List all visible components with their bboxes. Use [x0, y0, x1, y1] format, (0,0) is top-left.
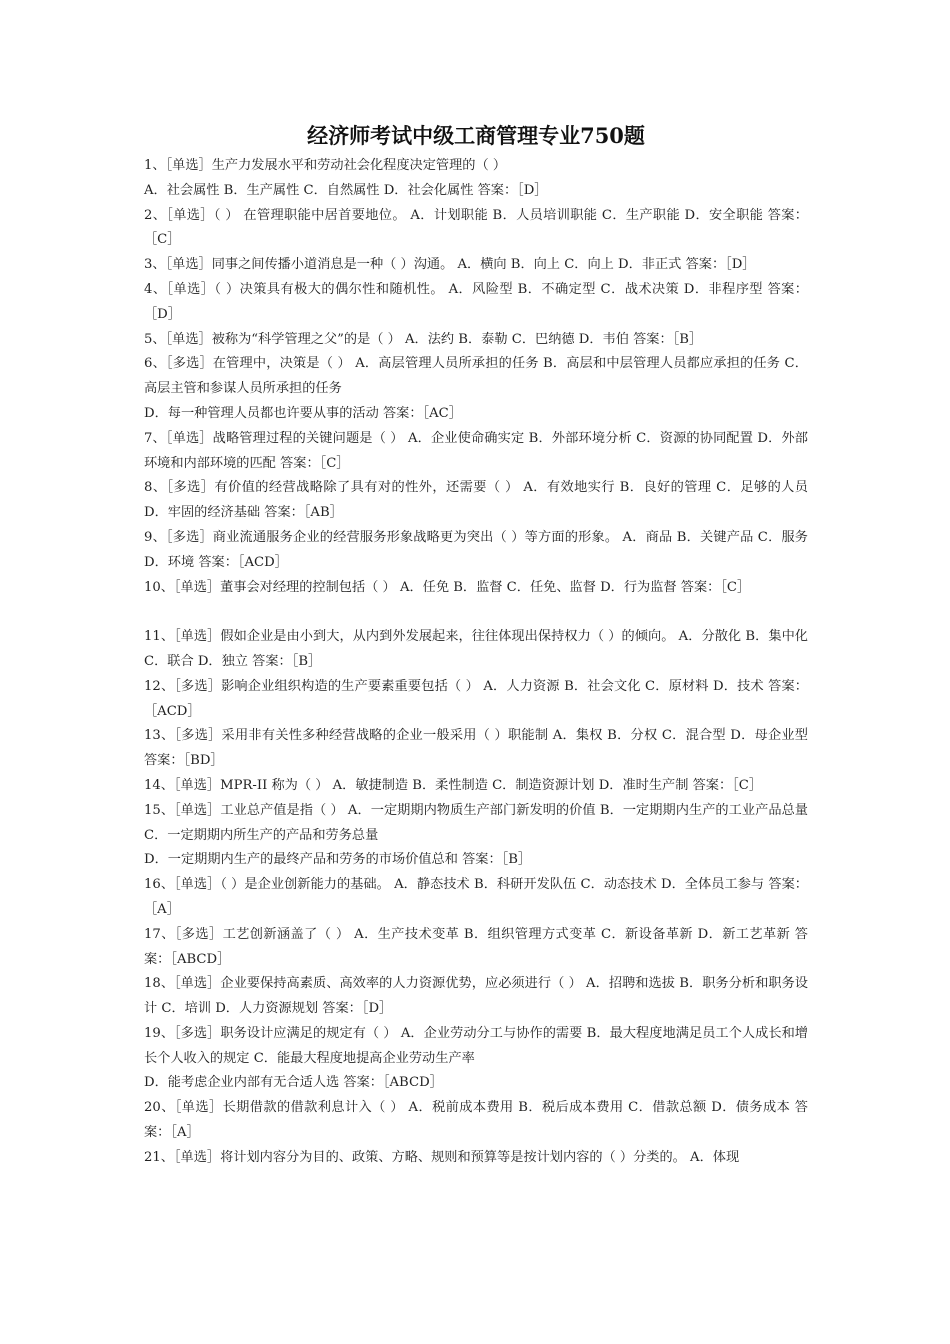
question-paragraph: 8、［多选］有价值的经营战略除了具有对的性外，还需要（ ） A．有效地实行 B．良好的管理 C．足够的人员 D．牢固的经济基础 答案：［AB］ [144, 480, 808, 521]
question-paragraph: 15、［单选］工业总产值是指（ ） A．一定期期内物质生产部门新发明的价值 B．一定期期内生产的工业产品总量 C．一定期期内所生产的产品和劳务总量 [144, 802, 808, 843]
question-paragraph: 11、［单选］假如企业是由小到大，从内到外发展起来，往往体现出保持权力（ ）的倾向。 A．分散化 B．集中化 C．联合 D．独立 答案：［B］ [144, 629, 808, 669]
question-paragraph: D．能考虑企业内部有无合适人选 答案：［ABCD］ [144, 1075, 443, 1091]
question-paragraph: 19、［多选］职务设计应满足的规定有（ ） A．企业劳动分工与协作的需要 B．最大程度地满足员工个人成长和增长个人收入的规定 C．能最大程度地提高企业劳动生产率 [144, 1025, 808, 1066]
question-paragraph: 6、［多选］在管理中，决策是（ ） A．高层管理人员所承担的任务 B．高层和中层管理人员都应承担的任务 C．高层主管和参谋人员所承担的任务 [144, 356, 808, 397]
question-paragraph: 18、［单选］企业要保持高素质、高效率的人力资源优势，应必须进行（ ） A．招聘和选拔 B．职务分析和职务设计 C．培训 D．人力资源规划 答案：［D］ [144, 976, 808, 1017]
question-paragraph: 20、［单选］长期借款的借款利息计入（ ） A．税前成本费用 B．税后成本费用 C．借款总额 D．债务成本 答案：［A］ [144, 1100, 808, 1141]
question-paragraph: D．每一种管理人员都也许要从事的活动 答案：［AC］ [144, 405, 462, 421]
question-paragraph: 21、［单选］将计划内容分为目的、政策、方略、规则和预算等是按计划内容的（ ）分类的。 A．体现 [144, 1149, 740, 1165]
question-paragraph: 16、［单选］（ ）是企业创新能力的基础。 A．静态技术 B．科研开发队伍 C．动态技术 D．全体员工参与 答案：［A］ [144, 877, 808, 917]
question-paragraph: 4、［单选］（ ）决策具有极大的偶尔性和随机性。 A．风险型 B．不确定型 C．战术决策 D．非程序型 答案：［D］ [144, 281, 808, 322]
question-paragraph: 13、［多选］采用非有关性多种经营战略的企业一般采用（ ）职能制 A．集权 B．分权 C．混合型 D．母企业型 答案：［BD］ [144, 728, 808, 769]
blank-line [144, 600, 808, 625]
question-paragraph: 5、［单选］被称为“科学管理之父”的是（ ） A．法约 B．泰勒 C．巴纳德 D．韦伯 答案：［B］ [144, 331, 703, 347]
question-paragraph: 3、［单选］同事之间传播小道消息是一种（ ）沟通。 A．横向 B．向上 C．向上 D．非正式 答案：［D］ [144, 257, 756, 273]
question-paragraph: D．一定期期内生产的最终产品和劳务的市场价值总和 答案：［B］ [144, 852, 532, 868]
question-paragraph: A．社会属性 B．生产属性 C．自然属性 D．社会化属性 答案：［D］ [144, 182, 548, 198]
document-body [144, 154, 808, 1171]
question-paragraph: 2、［单选］（ ） 在管理职能中居首要地位。 A．计划职能 B．人员培训职能 C．生产职能 D．安全职能 答案：［C］ [144, 207, 808, 248]
question-paragraph: 10、［单选］董事会对经理的控制包括（ ） A．任免 B．监督 C．任免、监督 D．行为监督 答案：［C］ [144, 579, 751, 595]
question-paragraph: 17、［多选］工艺创新涵盖了（ ） A．生产技术变革 B．组织管理方式变革 C．新设备革新 D．新工艺革新 答案：［ABCD］ [144, 926, 808, 967]
document-page [144, 118, 808, 1171]
question-paragraph: 7、［单选］战略管理过程的关键问题是（ ） A．企业使命确实定 B．外部环境分析 C．资源的协同配置 D．外部环境和内部环境的匹配 答案：［C］ [144, 430, 808, 471]
question-paragraph: 9、［多选］商业流通服务企业的经营服务形象战略更为突出（ ）等方面的形象。 A．商品 B．关键产品 C．服务 D．环境 答案：［ACD］ [144, 529, 808, 570]
question-paragraph: 12、［多选］影响企业组织构造的生产要素重要包括（ ） A．人力资源 B．社会文化 C．原材料 D．技术 答案：［ACD］ [144, 678, 808, 719]
question-paragraph: 14、［单选］MPR-II 称为（ ） A．敏捷制造 B．柔性制造 C．制造资源计划 D．准时生产制 答案：［C］ [144, 777, 763, 793]
document-title: 经济师考试中级工商管理专业750题 [307, 123, 645, 148]
question-paragraph: 1、［单选］生产力发展水平和劳动社会化程度决定管理的（ ） [144, 158, 507, 173]
